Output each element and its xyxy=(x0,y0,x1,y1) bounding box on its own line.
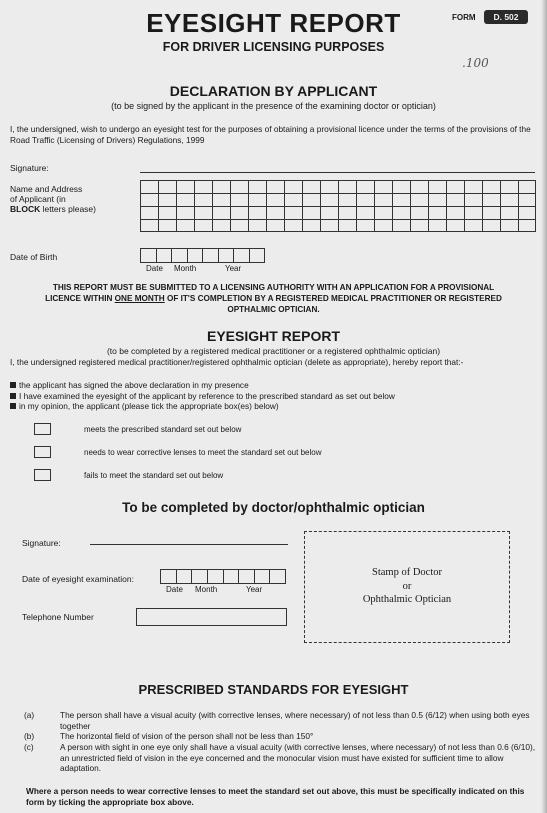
eyesight-bullets xyxy=(10,380,530,412)
dob-date-caption: Date xyxy=(146,264,163,273)
exam-date-label: Date of eyesight examination: xyxy=(22,574,134,584)
bullet-text: the applicant has signed the above declaration in my presence xyxy=(19,380,249,390)
form-subtitle: FOR DRIVER LICENSING PURPOSES xyxy=(162,40,385,54)
applicant-signature-field[interactable] xyxy=(140,172,535,173)
notice-line-2-pre: LICENCE WITHIN xyxy=(45,294,115,303)
declaration-heading: DECLARATION BY APPLICANT xyxy=(169,83,378,99)
telephone-field[interactable] xyxy=(136,608,287,626)
exam-date-caption: Date xyxy=(166,585,183,594)
standards-heading: PRESCRIBED STANDARDS FOR EYESIGHT xyxy=(138,682,409,697)
dob-month-caption: Month xyxy=(174,264,197,273)
eyesight-subheading: (to be completed by a registered medical practitioner or a registered ophthalmic optician) xyxy=(106,346,441,356)
corrective-lenses-footer-note: Where a person needs to wear corrective lenses to meet the standard set out above, this must be specifically indicated on this form by ticking the appropriate box above. xyxy=(26,786,525,807)
one-month-text: ONE MONTH xyxy=(114,294,165,303)
form-title: EYESIGHT REPORT xyxy=(146,8,401,38)
exam-year-caption: Year xyxy=(246,585,263,594)
fails-standard-label: fails to meet the standard set out below xyxy=(84,471,224,480)
dob-year-caption: Year xyxy=(225,264,242,273)
declaration-subheading: (to be signed by the applicant in the presence of the examining doctor or optician) xyxy=(111,101,436,111)
standard-text-c: A person with sight in one eye only shall have a visual acuity (with corrective lenses, where necessary) of not less than 0.6 (6/10), an unrestricted field of vision in the eye concerned and the monocular vision must have existed for sufficient time to allow adaptation. xyxy=(60,742,536,773)
notice-line-1: THIS REPORT MUST BE SUBMITTED TO A LICENSING AUTHORITY WITH AN APPLICATION FOR A PROVISIONAL xyxy=(52,283,495,292)
name-label-line-1: Name and Address xyxy=(10,184,83,194)
exam-date-field[interactable] xyxy=(160,569,286,584)
bullet-item xyxy=(10,391,530,402)
meets-standard-checkbox[interactable] xyxy=(34,423,51,435)
notice-line-2 xyxy=(20,293,527,304)
form-label: FORM xyxy=(452,13,476,22)
bullet-square-icon xyxy=(10,393,16,399)
notice-line-2-post: OF IT'S COMPLETION BY A REGISTERED MEDICAL PRACTITIONER OR REGISTERED xyxy=(164,294,502,303)
form-code-badge: D. 502 xyxy=(484,10,528,24)
applicant-signature-label: Signature: xyxy=(10,163,49,173)
bullet-text: in my opinion, the applicant (please tick the appropriate box(es) below) xyxy=(19,401,279,411)
name-label-line-3 xyxy=(10,204,96,214)
meets-standard-label: meets the prescribed standard set out below xyxy=(84,425,242,434)
bullet-text: I have examined the eyesight of the applicant by reference to the prescribed standard as set out below xyxy=(19,390,395,401)
doctor-signature-field[interactable] xyxy=(90,544,288,545)
notice-line-3: OPTHALMIC OPTICIAN. xyxy=(227,305,320,314)
declaration-statement: I, the undersigned, wish to undergo an eyesight test for the purposes of obtaining a provisional licence under the terms of the provisions of the Road Traffic (Licensing of Drivers) Regulations, 1999 xyxy=(10,124,531,145)
stamp-box xyxy=(304,531,510,643)
standard-marker-b: (b) xyxy=(24,731,35,741)
bullet-item xyxy=(10,401,530,412)
dob-label: Date of Birth xyxy=(10,252,58,262)
telephone-label: Telephone Number xyxy=(22,612,94,622)
submission-notice xyxy=(20,282,527,315)
doctor-signature-label: Signature: xyxy=(22,538,61,548)
bullet-square-icon xyxy=(10,403,16,409)
eyesight-heading: EYESIGHT REPORT xyxy=(206,328,341,344)
standard-text-b: The horizontal field of vision of the person shall not be less than 150° xyxy=(60,731,314,741)
block-word: BLOCK xyxy=(10,204,41,214)
stamp-line-2: or xyxy=(402,580,412,592)
handwritten-mark: .100 xyxy=(462,56,489,70)
name-label-line-2: of Applicant (in xyxy=(10,194,66,204)
standard-marker-a: (a) xyxy=(24,710,35,720)
eyesight-intro: I, the undersigned registered medical practitioner/registered ophthalmic optician (delete as appropriate), hereby report that:- xyxy=(10,357,464,367)
corrective-lenses-checkbox[interactable] xyxy=(34,446,51,458)
stamp-line-3: Ophthalmic Optician xyxy=(362,594,452,605)
stamp-line-1: Stamp of Doctor xyxy=(372,567,442,578)
standard-marker-c: (c) xyxy=(24,742,34,752)
bullet-item xyxy=(10,380,530,391)
name-address-label xyxy=(10,184,96,214)
standard-text-a: The person shall have a visual acuity (with corrective lenses, where necessary) of not less than 0.5 (6/12) when using both eyes together xyxy=(60,710,530,731)
bullet-square-icon xyxy=(10,382,16,388)
dob-field[interactable] xyxy=(140,248,265,263)
name-label-rest: letters please) xyxy=(40,204,96,214)
corrective-lenses-label: needs to wear corrective lenses to meet the standard set out below xyxy=(84,448,322,457)
fails-standard-checkbox[interactable] xyxy=(34,469,51,481)
exam-month-caption: Month xyxy=(195,585,218,594)
doctor-section-heading: To be completed by doctor/ophthalmic optician xyxy=(122,500,425,515)
name-address-grid[interactable] xyxy=(140,180,536,232)
